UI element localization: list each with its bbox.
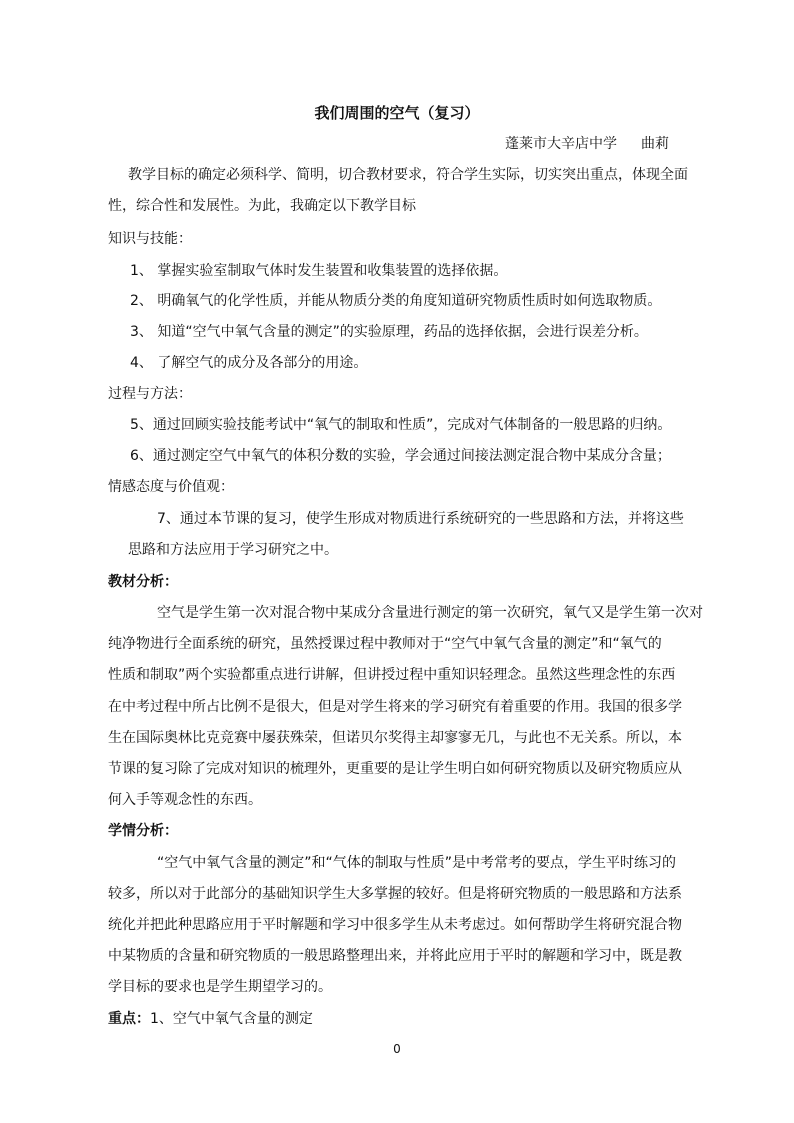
emotion-item-7-cont: 思路和方法应用于学习研究之中。 (128, 542, 338, 558)
author-school: 蓬莱市大辛店中学 (505, 136, 617, 152)
material-line-7: 何入手等观念性的东西。 (108, 792, 262, 808)
material-line-3: 性质和制取”两个实验都重点进行讲解，但讲授过程中重知识轻理念。虽然这些理念性的东西 (108, 667, 676, 683)
process-item-5: 5、通过回顾实验技能考试中“氧气的制取和性质”，完成对气体制备的一般思路的归纳。 (130, 417, 672, 433)
intro-line-2: 性，综合性和发展性。为此，我确定以下教学目标 (108, 198, 416, 214)
knowledge-item-4: 4、 了解空气的成分及各部分的用途。 (130, 355, 368, 371)
students-line-2: 较多，所以对于此部分的基础知识学生大多掌握的较好。但是将研究物质的一般思路和方法系 (108, 886, 682, 902)
knowledge-item-1: 1、 掌握实验室制取气体时发生装置和收集装置的选择依据。 (130, 263, 508, 279)
knowledge-item-2: 2、 明确氧气的化学性质，并能从物质分类的角度知道研究物质性质时如何选取物质。 (130, 293, 662, 309)
intro-line-1: 教学目标的确定必须科学、简明，切合教材要求，符合学生实际，切实突出重点，体现全面 (128, 167, 688, 183)
knowledge-item-3: 3、 知道“空气中氧气含量的测定”的实验原理，药品的选择依据，会进行误差分析。 (130, 324, 648, 340)
students-line-5: 学目标的要求也是学生期望学习的。 (108, 979, 332, 995)
material-line-1: 空气是学生第一次对混合物中某成分含量进行测定的第一次研究，氧气又是学生第一次对 (157, 605, 703, 621)
emotion-item-7: 7、通过本节课的复习，使学生形成对物质进行系统研究的一些思路和方法，并将这些 (157, 511, 684, 527)
key-point-label: 重点： (108, 1011, 150, 1027)
author-name: 曲莉 (641, 136, 669, 152)
key-point-line (108, 1009, 313, 1029)
material-line-2: 纯净物进行全面系统的研究，虽然授课过程中教师对于“空气中氧气含量的测定”和“氧气的 (108, 636, 662, 652)
material-line-5: 生在国际奥林比克竞赛中屡获殊荣，但诺贝尔奖得主却寥寥无几，与此也不无关系。所以，本 (108, 730, 682, 746)
document-title: 我们周围的空气（复习） (314, 104, 480, 122)
key-point-text: 1、空气中氧气含量的测定 (150, 1011, 313, 1027)
material-heading: 教材分析： (108, 574, 178, 590)
knowledge-heading: 知识与技能： (108, 231, 192, 247)
students-line-1: “空气中氧气含量的测定”和“气体的制取与性质”是中考常考的要点，学生平时练习的 (157, 855, 677, 871)
author-line (505, 134, 669, 154)
material-line-4: 在中考过程中所占比例不是很大，但是对学生将来的学习研究有着重要的作用。我国的很多学 (108, 699, 682, 715)
students-line-3: 统化并把此种思路应用于平时解题和学习中很多学生从未考虑过。如何帮助学生将研究混合物 (108, 917, 682, 933)
material-line-6: 节课的复习除了完成对知识的梳理外，更重要的是让学生明白如何研究物质以及研究物质应从 (108, 761, 682, 777)
emotion-heading: 情感态度与价值观： (108, 479, 234, 495)
students-line-4: 中某物质的含量和研究物质的一般思路整理出来，并将此应用于平时的解题和学习中，既是教 (108, 948, 682, 964)
process-item-6: 6、通过测定空气中氧气的体积分数的实验，学会通过间接法测定混合物中某成分含量； (130, 448, 671, 464)
students-heading: 学情分析： (108, 823, 178, 839)
page-number: 0 (393, 1042, 401, 1056)
process-heading: 过程与方法： (108, 386, 192, 402)
